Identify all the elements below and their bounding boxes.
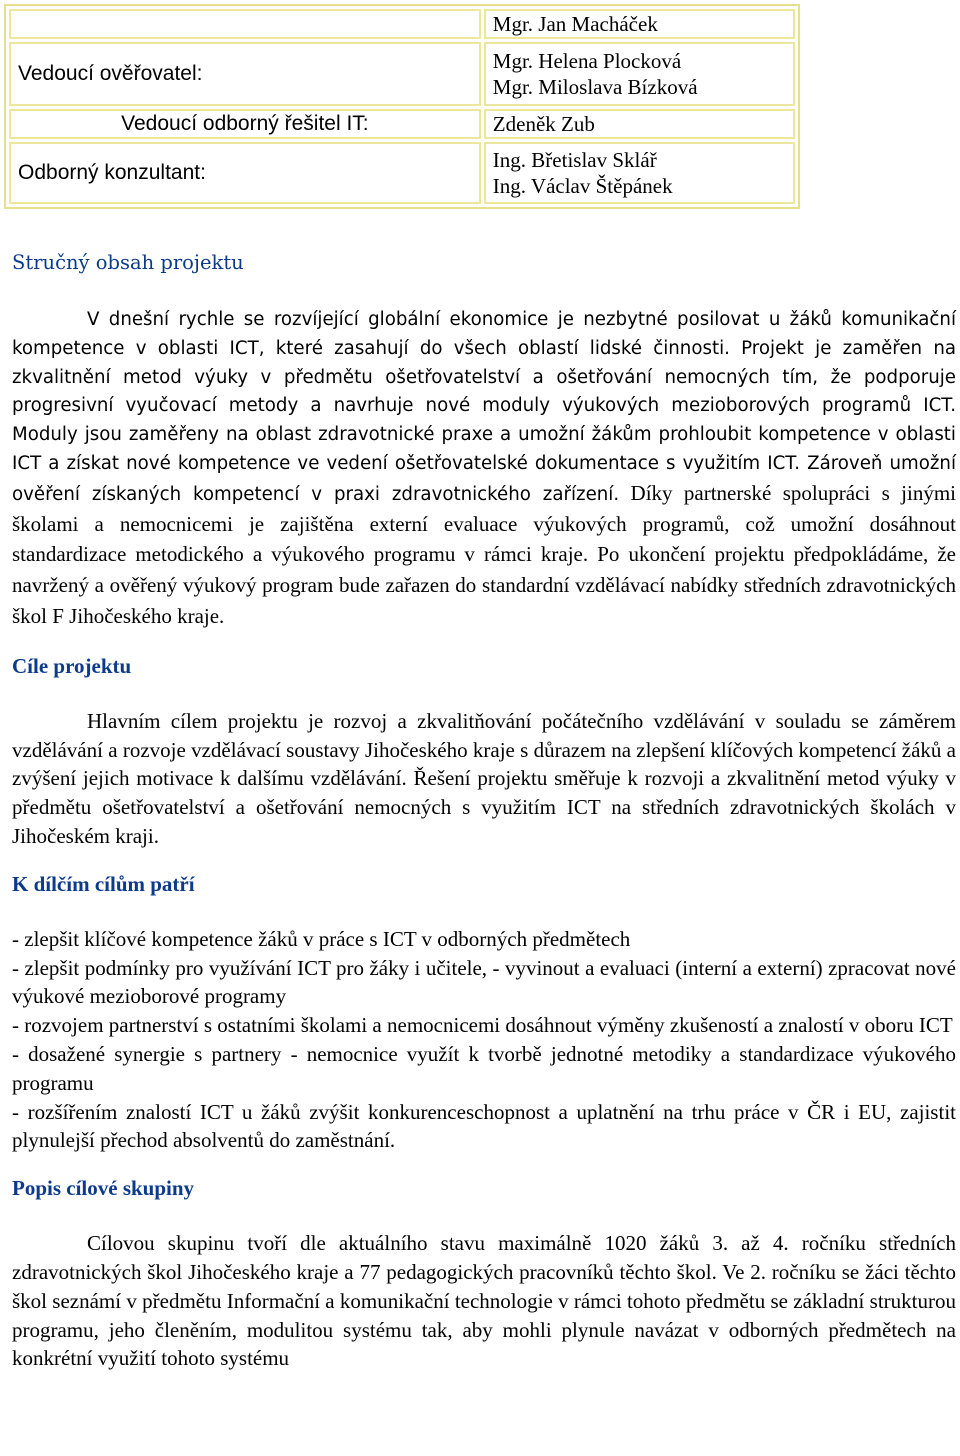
list-item: - dosažené synergie s partnery - nemocnice využít k tvorbě jednotné metodiky a standardizace výukového programu (12, 1041, 956, 1095)
goals-heading: Cíle projektu (12, 653, 132, 678)
goals-paragraph: Hlavním cílem projektu je rozvoj a zkvalitňování počátečního vzdělávání v souladu se záměrem vzdělávání a rozvoje vzdělávací soustavy Jihočeského kraje s důrazem na zlepšení klíčových kompetencí žáků a zvýšení jejich motivace k dalšímu vzdělávání. Řešení projektu směřuje k rozvoji a zkvalitnění metod výuky v předmětu ošetřovatelství a ošetřování nemocných s využitím ICT na středních zdravotnických školách v Jihočeském kraji. (12, 708, 956, 848)
value-line: Ing. Václav Štěpánek (492, 174, 673, 198)
list-item: - zlepšit podmínky pro využívání ICT pro žáky i učitele, - vyvinout a evaluaci (interní a externí) zpracovat nové výukové mezioborové programy (12, 955, 956, 1009)
subgoals-heading: K dílčím cílům patří (12, 871, 195, 896)
subgoals-list (12, 925, 956, 1155)
header-row (9, 9, 795, 39)
summary-text-sans: V dnešní rychle se rozvíjející globální ekonomice je nezbytné posilovat u žáků komunikační kompetence v oblasti ICT, které zasahují do všech oblastí lidské činnosti. Projekt je zaměřen na zkvalitnění metod výuky v předmětu ošetřovatelství a ošetřování nemocných tím, že podporuje progresivní vyučovací metody a navrhuje nové moduly výukových mezioborových programů ICT. Moduly jsou zaměřeny na oblast zdravotnické praxe a umožní žákům prohloubit kompetence v oblasti ICT a získat nové kompetence ve vedení ošetřovatelské dokumentace s využitím ICT. Zároveň umožní ověření získaných kompetencí v praxi zdravotnického zařízení. (12, 309, 956, 505)
value-line: Mgr. Helena Plocková (492, 49, 682, 73)
header-label-consultant: Odborný konzultant: (9, 142, 481, 204)
header-row (9, 109, 795, 139)
header-table (4, 4, 800, 209)
header-label-lead-verifier: Vedoucí ověřovatel: (9, 42, 481, 106)
summary-heading: Stručný obsah projektu (12, 251, 244, 274)
list-item: - rozvojem partnerství s ostatními školami a nemocnicemi dosáhnout výměny zkušeností a znalostí v oboru ICT (12, 1013, 953, 1038)
header-row (9, 42, 795, 106)
summary-paragraph (12, 306, 956, 633)
value-line: Mgr. Jan Macháček (492, 12, 658, 36)
header-label-it-lead: Vedoucí odborný řešitel IT: (9, 109, 481, 139)
value-line: Ing. Břetislav Sklář (492, 148, 657, 172)
list-item: - zlepšit klíčové kompetence žáků v práce s ICT v odborných předmětech (12, 926, 631, 951)
header-value (484, 9, 795, 39)
value-line: Zdeněk Zub (492, 112, 595, 136)
target-group-paragraph: Cílovou skupinu tvoří dle aktuálního stavu maximálně 1020 žáků 3. až 4. ročníku středních zdravotnických škol Jihočeského kraje a 77 pedagogických pracovníků těchto škol. Ve 2. ročníku se žáci těchto škol seznámí v předmětu Informační a komunikační technologie v rámci tohoto předmětu se základní strukturou programu, jeho členěním, modulitou systému tak, aby mohli plynule navázat v odborných předmětech na konkrétní využití tohoto systému (12, 1231, 956, 1371)
target-group-heading: Popis cílové skupiny (12, 1176, 195, 1201)
header-label-empty (9, 9, 481, 39)
header-value (484, 109, 795, 139)
header-value (484, 42, 795, 106)
header-value (484, 142, 795, 204)
list-item: - rozšířením znalostí ICT u žáků zvýšit konkurenceschopnost a uplatnění na trhu práce v ČR i EU, zajistit plynulejší přechod absolventů do zaměstnání. (12, 1099, 956, 1153)
document-content (12, 248, 956, 1373)
header-row (9, 142, 795, 204)
value-line: Mgr. Miloslava Bízková (492, 75, 698, 99)
summary-text-serif: Díky partnerské spolupráci s jinými školami a nemocnicemi je zajištěna externí evaluace výukových programů, což umožní dosáhnout standardizace metodického a výukového programu v rámci kraje. Po ukončení projektu předpokládáme, že navržený a ověřený výukový program bude zařazen do standardní vzdělávací nabídky středních zdravotnických škol F Jihočeského kraje. (12, 480, 956, 628)
